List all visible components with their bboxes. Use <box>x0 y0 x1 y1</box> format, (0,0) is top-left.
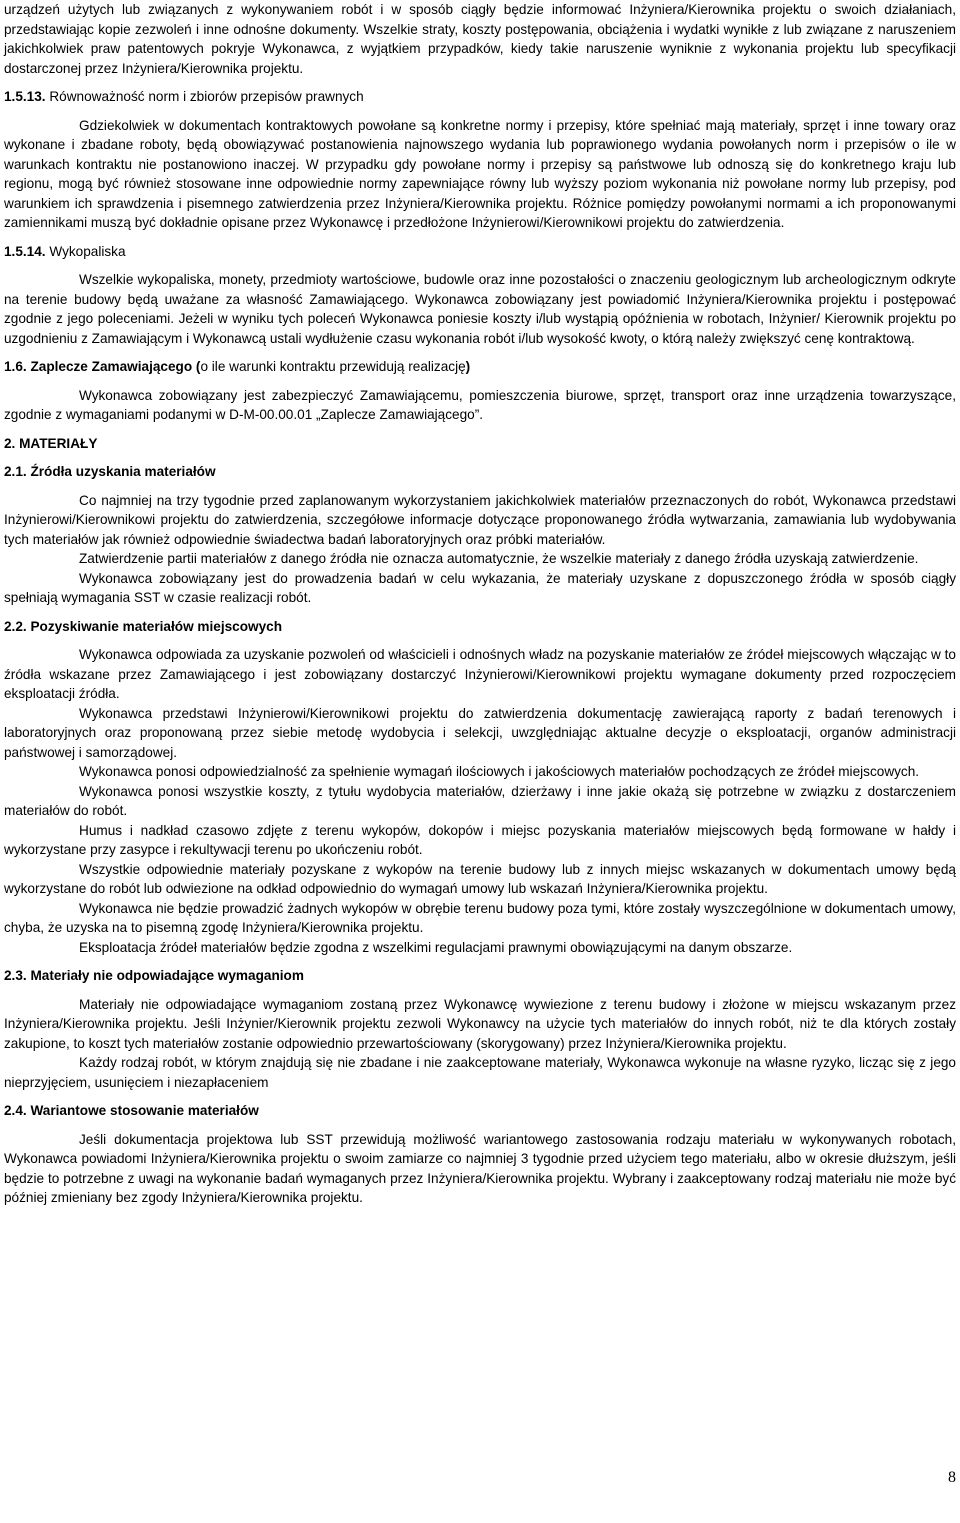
paragraph-2-2-c: Wykonawca ponosi odpowiedzialność za spełnienie wymagań ilościowych i jakościowych materiałów pochodzących ze źródeł miejscowych. <box>79 764 920 779</box>
paragraph-2-2-a: Wykonawca odpowiada za uzyskanie pozwoleń od właścicieli i odnośnych władz na pozyskanie materiałów ze źródeł miejscowych włączając w to źródła wskazane przez Zamawiającego i jest zobowiązany dostarczyć Inżynierowi/Kierownikowi projektu wymagane dokumenty przed rozpoczęciem eksploatacji źródła. <box>4 647 956 701</box>
section-title: 1.6. Zaplecze Zamawiającego ( <box>4 359 201 374</box>
chapter-heading-materials: 2. MATERIAŁY <box>4 435 98 451</box>
section-heading-1-6 <box>4 357 956 377</box>
paragraph-2-2-e: Humus i nadkład czasowo zdjęte z terenu wykopów, dokopów i miejsc pozyskania materiałów miejscowych będą formowane w hałdy i wykorzystane przy zasypce i rekultywacji terenu po ukończeniu robót. <box>4 822 956 857</box>
paragraph-norms: Gdziekolwiek w dokumentach kontraktowych powołane są konkretne normy i przepisy, które spełniać mają materiały, sprzęt i inne towary oraz wykonane i zbadane roboty, będą obowiązywać postanowienia najnowszego wydania lub poprawionego wydania powołanych norm i przepisów o ile w warunkach kontraktu nie postanowiono inaczej. W przypadku gdy powołane normy i przepisy są państwowe lub odnoszą się do konkretnego kraju lub regionu, mogą być również stosowane inne odpowiednie normy zapewniające równy lub wyższy poziom wykonania niż powołane normy lub przepisy, pod warunkiem ich sprawdzenia i pisemnego zatwierdzenia przez Inżyniera/Kierownika projektu. Różnice pomiędzy powołanymi normami a ich proponowanymi zamiennikami muszą być dokładnie opisane przez Wykonawcę i przedłożone Inżynierowi/Kierownikowi projektu do zatwierdzenia. <box>4 117 956 230</box>
paragraph-2-3-a: Materiały nie odpowiadające wymaganiom zostaną przez Wykonawcę wywiezione z terenu budowy i złożone w miejscu wskazanym przez Inżyniera/Kierownika projektu. Jeśli Inżynier/Kierownik projektu zezwoli Wykonawcy na użycie tych materiałów do innych robót, niż te dla których zostały zakupione, to koszt tych materiałów zostanie odpowiednio przewartościowany (skorygowany) przez Inżyniera/Kierownika projektu. <box>4 996 956 1051</box>
paragraph-2-1-b: Zatwierdzenie partii materiałów z danego źródła nie oznacza automatycznie, że wszelkie materiały z danego źródła uzyskają zatwierdzenie. <box>79 551 919 566</box>
section-number: 1.5.13. <box>4 89 46 104</box>
paragraph-2-2-d: Wykonawca ponosi wszystkie koszty, z tytułu wydobycia materiałów, dzierżawy i inne jakie okażą się potrzebne w związku z dostarczeniem materiałów do robót. <box>4 783 956 818</box>
section-title: Równoważność norm i zbiorów przepisów prawnych <box>49 89 364 104</box>
paragraph-2-2-h: Eksploatacja źródeł materiałów będzie zgodna z wszelkimi regulacjami prawnymi obowiązującymi na danym obszarze. <box>79 939 793 955</box>
page-number: 8 <box>948 1469 956 1486</box>
paragraph-2-4: Jeśli dokumentacja projektowa lub SST przewidują możliwość wariantowego zastosowania rodzaju materiału w wykonywanych robotach, Wykonawca powiadomi Inżyniera/Kierownika projektu o swoim zamiarze co najmniej 3 tygodnie przed użyciem tego materiału, albo w okresie dłuższym, jeśli będzie to potrzebne z uwagi na wykonanie badań wymaganych przez Inżyniera/Kierownika projektu. Wybrany i zaakceptowany rodzaj materiału nie może być później zmieniany bez zgody Inżyniera/Kierownika projektu. <box>4 1131 956 1205</box>
paragraph-intro: urządzeń użytych lub związanych z wykonywaniem robót i w sposób ciągły będzie informować Inżyniera/Kierownika projektu o swoich działaniach, przedstawiając kopie zezwoleń i inne odnośne dokumenty. Wszelkie straty, koszty postępowania, obciążenia i wydatki wynikłe z lub związane z naruszeniem jakichkolwiek praw patentowych pokryje Wykonawca, z wyjątkiem przypadków, kiedy takie naruszenie wyniknie z wykonania projektu lub specyfikacji dostarczonej przez Inżyniera/Kierownika projektu. <box>4 2 956 76</box>
section-title-end: ) <box>465 359 471 374</box>
section-note: o ile warunki kontraktu przewidują realizację <box>200 359 466 374</box>
paragraph-2-2-b: Wykonawca przedstawi Inżynierowi/Kierownikowi projektu do zatwierdzenia dokumentację zawierającą raporty z badań terenowych i laboratoryjnych oraz proponowaną przez siebie metodę wydobycia i selekcji, uwzględniając aktualne decyzje o eksploatacji, organów administracji państwowej i samorządowej. <box>4 705 956 760</box>
paragraph-2-1-c: Wykonawca zobowiązany jest do prowadzenia badań w celu wykazania, że materiały uzyskane z dopuszczonego źródła w sposób ciągły spełniają wymagania SST w czasie realizacji robót. <box>4 570 956 605</box>
paragraph-2-3-b: Każdy rodzaj robót, w którym znajdują się nie zbadane i nie zaakceptowane materiały, Wykonawca wykonuje na własne ryzyko, licząc się z jego nieprzyjęciem, usunięciem i niezapłaceniem <box>4 1055 956 1090</box>
paragraph-2-2-g: Wykonawca nie będzie prowadzić żadnych wykopów w obrębie terenu budowy poza tymi, które zostały wyszczególnione w dokumentach umowy, chyba, że uzyska na to pisemną zgodę Inżyniera/Kierownika projektu. <box>4 900 956 935</box>
document-page <box>4 0 956 1208</box>
section-number: 1.5.14. <box>4 243 46 259</box>
section-heading-2-4: 2.4. Wariantowe stosowanie materiałów <box>4 1103 259 1118</box>
paragraph-backoffice: Wykonawca zobowiązany jest zabezpieczyć Zamawiającemu, pomieszczenia biurowe, sprzęt, transport oraz inne urządzenia towarzyszące, zgodnie z wymaganiami podanymi w D-M-00.00.01 „Zaplecze Zamawiającego”. <box>4 387 956 422</box>
paragraph-2-2-f: Wszystkie odpowiednie materiały pozyskane z wykopów na terenie budowy lub z innych miejsc wskazanych w dokumentach umowy będą wykorzystane do robót lub odwiezione na odkład odpowiednio do wymagań umowy lub wskazań Inżyniera/Kierownika projektu. <box>4 861 956 896</box>
section-heading-2-2: 2.2. Pozyskiwanie materiałów miejscowych <box>4 618 283 634</box>
section-title: Wykopaliska <box>49 243 126 259</box>
section-heading-2-3: 2.3. Materiały nie odpowiadające wymaganiom <box>4 968 304 983</box>
section-heading-1-5-13 <box>4 87 956 107</box>
paragraph-2-1-a: Co najmniej na trzy tygodnie przed zaplanowanym wykorzystaniem jakichkolwiek materiałów przeznaczonych do robót, Wykonawca przedstawi Inżynierowi/Kierownikowi projektu do zatwierdzenia, szczegółowe informacje dotyczące proponowanego źródła wytwarzania, zamawiania lub wydobywania tych materiałów jak również odpowiednie świadectwa badań laboratoryjnych oraz próbki materiałów. <box>4 492 956 547</box>
paragraph-excavations: Wszelkie wykopaliska, monety, przedmioty wartościowe, budowle oraz inne pozostałości o znaczeniu geologicznym lub archeologicznym odkryte na terenie budowy będą uważane za własność Zamawiającego. Wykonawca zobowiązany jest powiadomić Inżyniera/Kierownika projektu i postępować zgodnie z jego poleceniami. Jeżeli w wyniku tych poleceń Wykonawca poniesie koszty i/lub wystąpią opóźnienia w robotach, Inżynier/ Kierownik projektu po uzgodnieniu z Zamawiającym i Wykonawcą ustali wydłużenie czasu wykonania robót i/lub wysokość kwoty, o którą należy zwiększyć cenę kontraktową. <box>4 272 956 346</box>
section-heading-2-1: 2.1. Źródła uzyskania materiałów <box>4 464 216 479</box>
section-heading-1-5-14 <box>4 242 956 262</box>
